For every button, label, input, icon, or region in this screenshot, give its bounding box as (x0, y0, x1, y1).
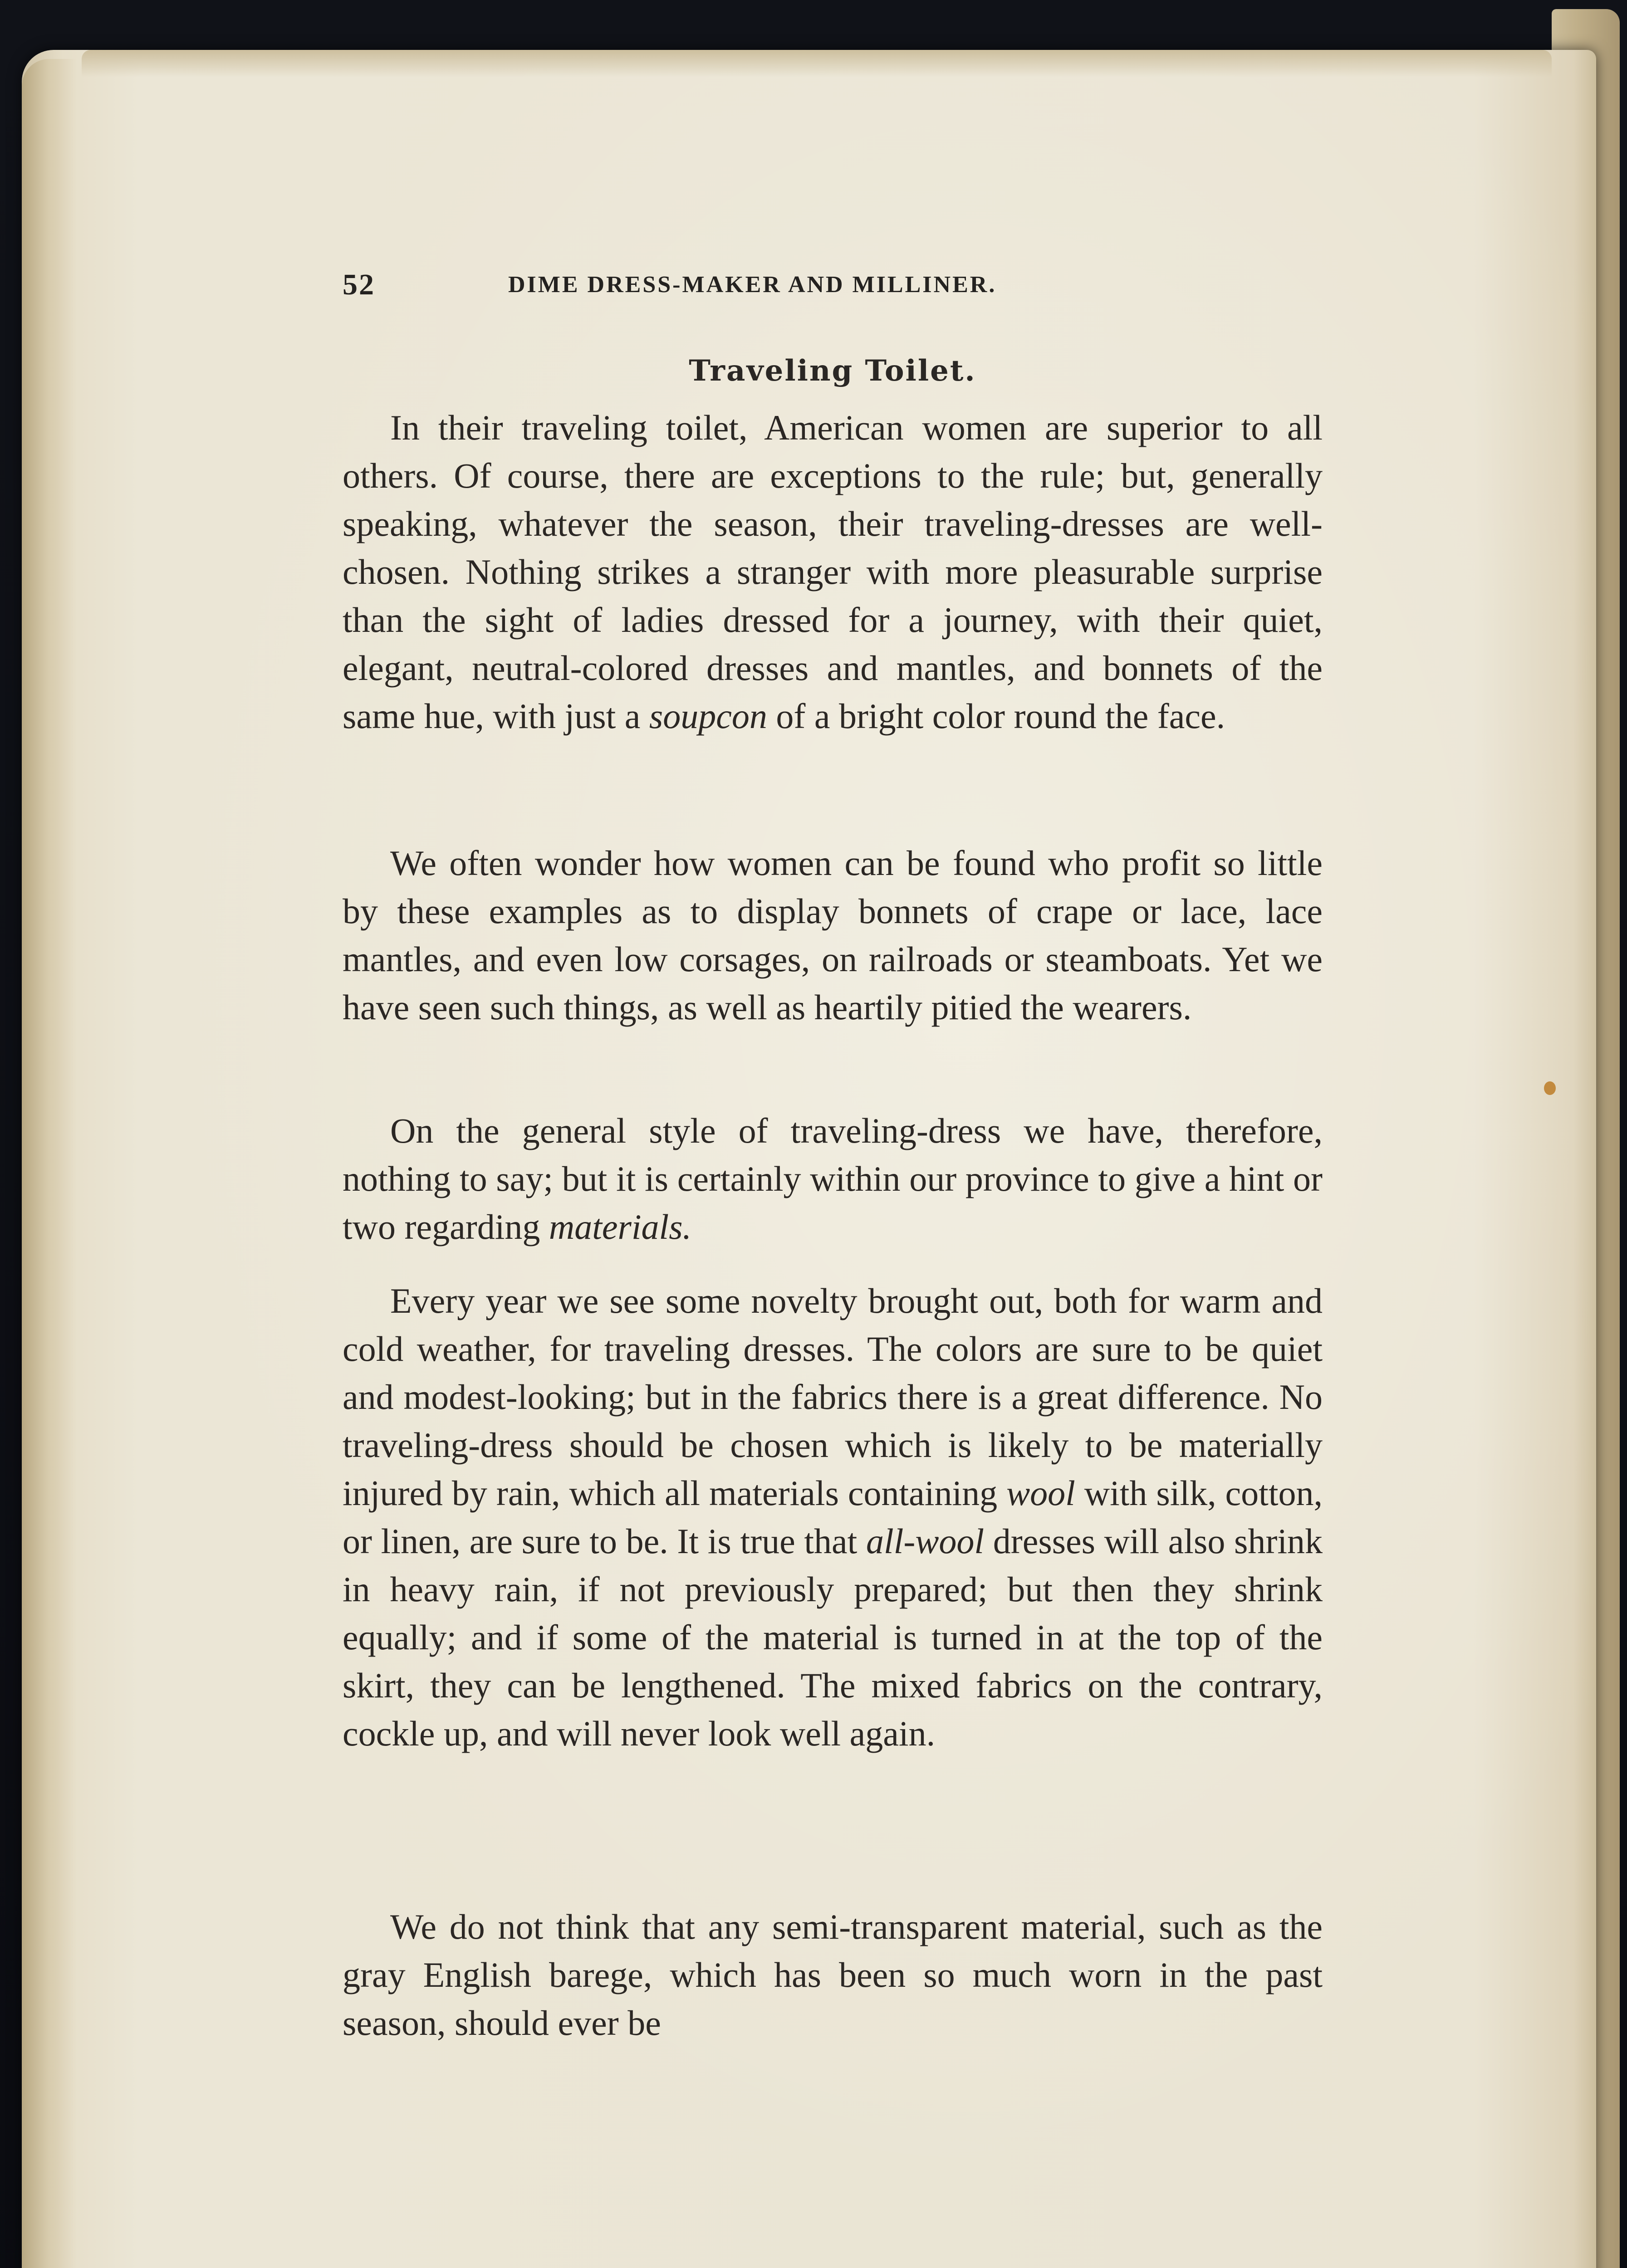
page-top-edge (82, 50, 1552, 77)
paragraph-4-middle: with silk, cotton, or linen, are sure to be. It is true that (343, 1473, 1323, 1561)
paragraph-3-text: On the general style of traveling-dress we have, therefore, nothing to say; but it is certainly within our province to give a hint or two regarding (343, 1111, 1323, 1246)
paragraph-4-italic-2: all-wool (866, 1521, 985, 1561)
paragraph-1 (343, 404, 1323, 740)
page-number: 52 (343, 268, 375, 301)
paragraph-4-text: Every year we see some novelty brought out, both for warm and cold weather, for traveling dresses. The colors are sure to be quiet and modest-looking; but in the fabrics there is a great difference. No traveling-dress should be chosen which is likely to be materially injured by rain, which all materials containing (343, 1281, 1323, 1513)
paragraph-4-tail: dresses will also shrink in heavy rain, if not previously prepared; but then they shrink equally; and if some of the material is turned in at the top of the skirt, they can be lengthened. The mixed fabrics on the contrary, cockle up, and will never look well again. (343, 1521, 1323, 1753)
paragraph-3 (343, 1107, 1323, 1251)
paragraph-1-italic: soupcon (649, 696, 767, 736)
running-head (343, 268, 1205, 308)
paper-stain (1544, 1081, 1556, 1095)
paragraph-1-text: In their traveling toilet, American women are superior to all others. Of course, there are exceptions to the rule; but, generally speaking, whatever the season, their traveling-dresses are well-chosen. Nothing strikes a stranger with more pleasurable surprise than the sight of ladies dressed for a journey, with their quiet, elegant, neutral-colored dresses and mantles, and bonnets of the same hue, with just a (343, 408, 1323, 736)
running-title: DIME DRESS-MAKER AND MILLINER. (508, 272, 997, 298)
paragraph-2: We often wonder how women can be found who profit so little by these examples as to display bonnets of crape or lace, lace mantles, and even low corsages, on railroads or steamboats. Yet we have seen such things, as well as heartily pitied the wearers. (343, 843, 1323, 1027)
paragraph-3-italic: materials. (549, 1207, 692, 1246)
section-title: Traveling Toilet. (689, 354, 976, 388)
paragraph-4-italic: wool (1006, 1473, 1075, 1513)
paragraph-5: We do not think that any semi-transparent material, such as the gray English barege, which has been so much worn in the past season, should ever be (343, 1907, 1323, 2043)
paragraph-4 (343, 1277, 1323, 1758)
paragraph-1-tail: of a bright color round the face. (767, 696, 1225, 736)
page-spine-edge (22, 59, 76, 2268)
